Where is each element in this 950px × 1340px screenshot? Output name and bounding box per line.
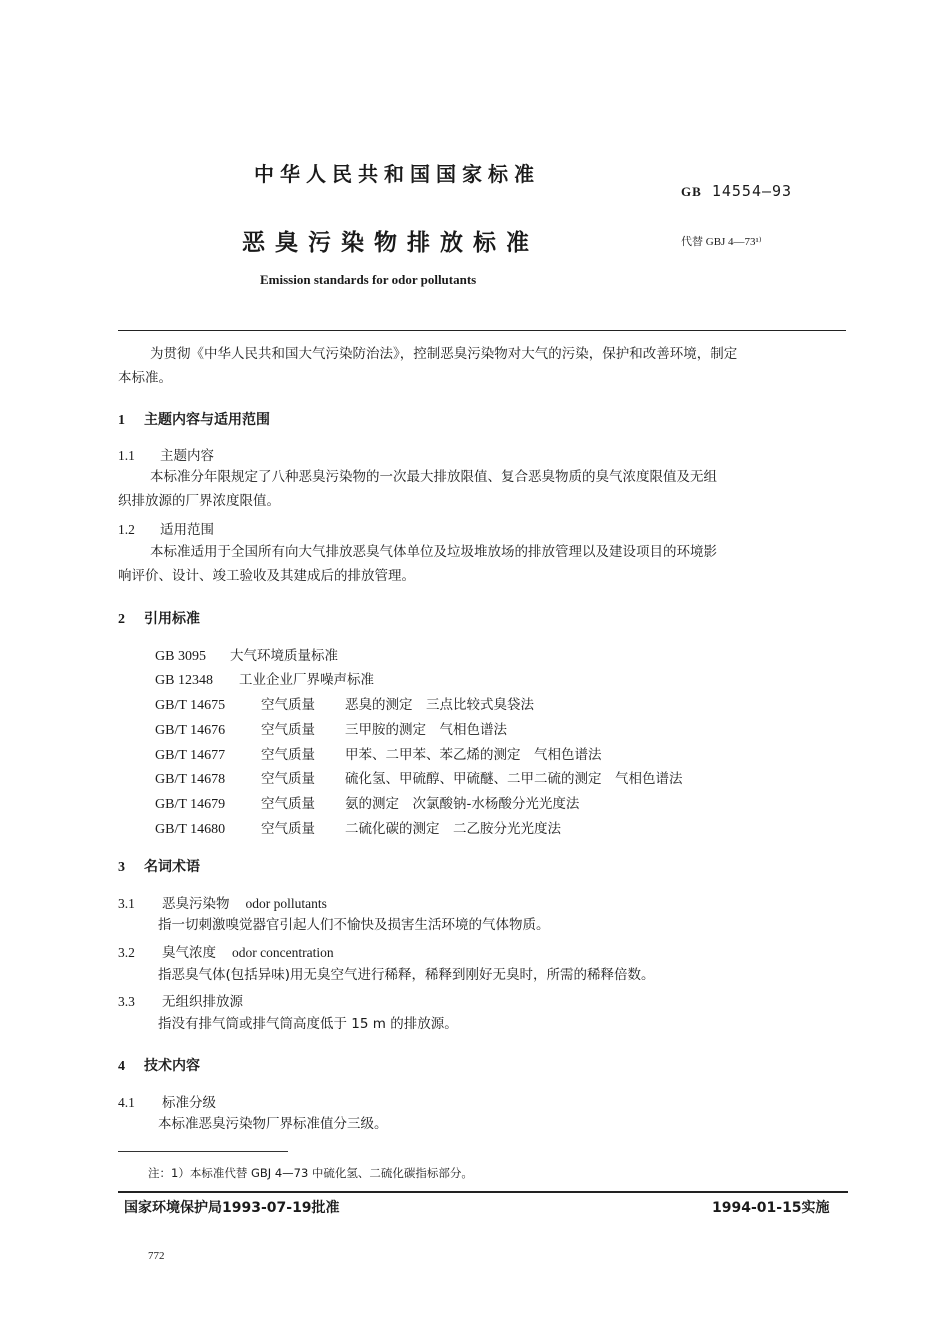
reference-category: 空气质量: [261, 796, 315, 812]
section-title: 引用标准: [144, 611, 200, 627]
section-number: 3.1: [118, 896, 135, 911]
section-title: 名词术语: [144, 859, 200, 875]
section-number: 1.2: [118, 522, 135, 537]
section-1-2-heading: [118, 518, 214, 538]
replaces-note: 代替 GBJ 4—73¹⁾: [681, 236, 762, 248]
section-1-1-text-2: 织排放源的厂界浓度限值。: [118, 493, 280, 509]
reference-category: 空气质量: [261, 747, 315, 763]
reference-item: [155, 817, 561, 838]
reference-code: GB/T 14678: [155, 772, 226, 787]
national-standard-heading: 中华人民共和国国家标准: [254, 162, 540, 186]
section-number: 3.2: [118, 945, 135, 960]
header-divider: [118, 330, 846, 331]
section-1-1-text-1: 本标准分年限规定了八种恶臭污染物的一次最大排放限值、复合恶臭物质的臭气浓度限值及无组: [150, 469, 717, 485]
section-number: 2: [118, 612, 125, 627]
reference-item: [155, 668, 374, 689]
section-title: 技术内容: [144, 1058, 200, 1074]
section-4-1-heading: [118, 1091, 216, 1111]
section-title: 主题内容与适用范围: [144, 412, 270, 428]
reference-code: GB/T 14680: [155, 822, 226, 837]
footer-divider: [118, 1191, 848, 1193]
section-title: 适用范围: [160, 522, 214, 538]
reference-item: [155, 767, 683, 788]
english-title: Emission standards for odor pollutants: [260, 272, 477, 287]
section-1-2-text-2: 响评价、设计、竣工验收及其建成后的排放管理。: [118, 568, 415, 584]
reference-desc: 甲苯、二甲苯、苯乙烯的测定 气相色谱法: [345, 747, 602, 763]
section-4-1-text: 本标准恶臭污染物厂界标准值分三级。: [158, 1116, 388, 1132]
reference-desc: 大气环境质量标准: [230, 648, 338, 664]
reference-item: [155, 718, 507, 739]
section-number: 1: [118, 413, 125, 428]
implementation-date: 1994-01-15实施: [712, 1200, 830, 1216]
reference-code: GB/T 14677: [155, 748, 226, 763]
section-3-heading: [118, 856, 200, 876]
footnote: 注：1）本标准代替 GBJ 4—73 中硫化氢、二硫化碳指标部分。: [148, 1166, 473, 1180]
intro-line-1: 为贯彻《中华人民共和国大气污染防治法》，控制恶臭污染物对大气的污染，保护和改善环境，制定: [150, 346, 738, 362]
reference-code: GB/T 14676: [155, 723, 226, 738]
approval-note: 国家环境保护局1993-07-19批准: [124, 1200, 340, 1216]
reference-item: [155, 792, 579, 813]
section-title: 主题内容: [160, 448, 214, 464]
section-1-1-heading: [118, 444, 214, 464]
reference-desc: 硫化氢、甲硫醇、甲硫醚、二甲二硫的测定 气相色谱法: [345, 771, 683, 787]
section-number: 4: [118, 1059, 125, 1074]
section-4-heading: [118, 1055, 200, 1075]
reference-desc: 三甲胺的测定 气相色谱法: [345, 722, 507, 738]
section-number: 1.1: [118, 448, 135, 463]
section-3-3-heading: [118, 990, 243, 1010]
section-3-2-heading: [118, 941, 334, 961]
section-number: 4.1: [118, 1095, 135, 1110]
term-cn: 恶臭污染物: [162, 896, 230, 912]
reference-code: GB 12348: [155, 673, 213, 688]
reference-code: GB 3095: [155, 649, 206, 664]
reference-item: [155, 743, 602, 764]
section-3-1-heading: [118, 892, 327, 912]
reference-desc: 工业企业厂界噪声标准: [239, 672, 374, 688]
footnote-divider: [118, 1151, 288, 1152]
reference-category: 空气质量: [261, 821, 315, 837]
reference-desc: 恶臭的测定 三点比较式臭袋法: [345, 697, 534, 713]
reference-code: GB/T 14675: [155, 698, 226, 713]
standard-number: [681, 182, 792, 200]
section-title: 标准分级: [162, 1095, 216, 1111]
term-en: odor pollutants: [245, 896, 327, 911]
reference-item: [155, 693, 534, 714]
section-2-heading: [118, 608, 200, 628]
reference-category: 空气质量: [261, 697, 315, 713]
reference-desc: 氨的测定 次氯酸钠-水杨酸分光光度法: [345, 796, 580, 812]
section-1-heading: [118, 409, 270, 429]
reference-item: [155, 644, 338, 665]
reference-category: 空气质量: [261, 771, 315, 787]
reference-code: GB/T 14679: [155, 797, 226, 812]
document-title: 恶臭污染物排放标准: [242, 230, 539, 256]
standard-prefix: GB: [681, 184, 702, 199]
page-number: 772: [148, 1250, 165, 1262]
term-cn: 臭气浓度: [162, 945, 216, 961]
reference-desc: 二硫化碳的测定 二乙胺分光光度法: [345, 821, 561, 837]
reference-category: 空气质量: [261, 722, 315, 738]
section-3-3-definition: 指没有排气筒或排气筒高度低于 15 m 的排放源。: [158, 1016, 458, 1032]
standard-code: 14554—93: [711, 182, 793, 200]
term-en: odor concentration: [232, 945, 334, 960]
section-3-1-definition: 指一切刺激嗅觉器官引起人们不愉快及损害生活环境的气体物质。: [158, 917, 550, 933]
section-3-2-definition: 指恶臭气体(包括异味)用无臭空气进行稀释，稀释到刚好无臭时，所需的稀释倍数。: [158, 967, 655, 983]
section-1-2-text-1: 本标准适用于全国所有向大气排放恶臭气体单位及垃圾堆放场的排放管理以及建设项目的环境影: [150, 544, 717, 560]
section-number: 3.3: [118, 994, 135, 1009]
intro-line-2: 本标准。: [118, 370, 172, 386]
section-number: 3: [118, 860, 125, 875]
term-cn: 无组织排放源: [162, 994, 243, 1010]
